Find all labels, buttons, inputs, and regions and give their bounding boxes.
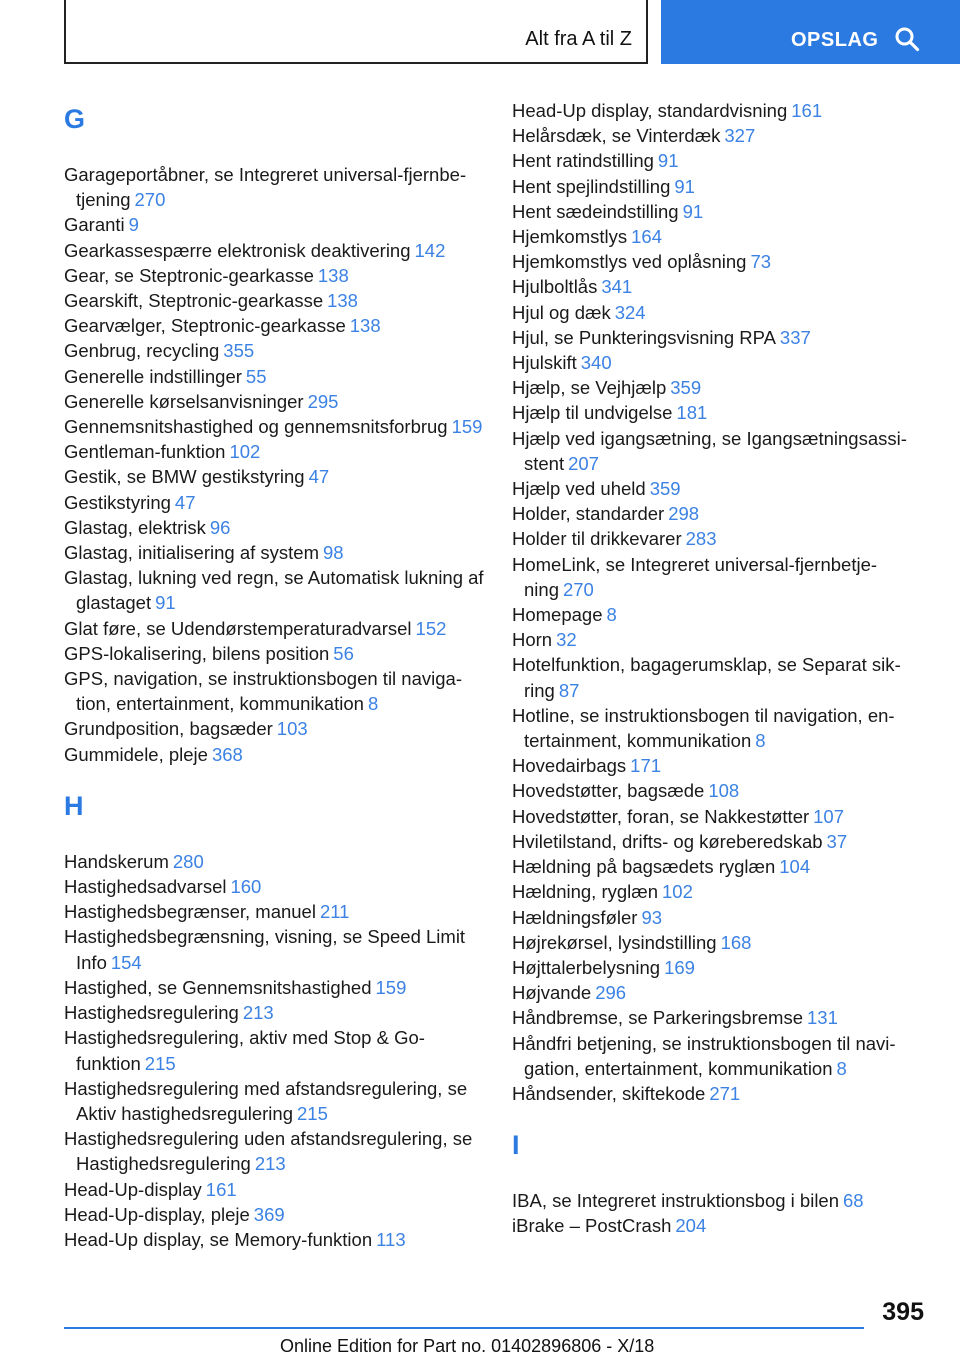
index-entry-page-link[interactable]: 138 xyxy=(317,264,349,286)
index-entry xyxy=(512,602,932,627)
index-entry-page-link[interactable]: 91 xyxy=(657,150,679,172)
index-entry-text: Hent ratindstilling xyxy=(512,150,654,172)
index-entry-page-link[interactable]: 91 xyxy=(682,200,704,222)
index-entry-text: Hældning, ryglæn xyxy=(512,881,659,903)
index-entry-text: GPS-lokalisering, bilens position xyxy=(64,642,330,664)
index-entry-text: Head-Up display, standardvisning xyxy=(512,100,788,121)
index-entry xyxy=(64,490,484,515)
index-entry xyxy=(512,174,932,199)
index-entry-page-link[interactable]: 283 xyxy=(685,528,717,550)
index-entry-text: Head-Up-display, pleje xyxy=(64,1203,250,1225)
index-entry xyxy=(64,1177,484,1202)
index-entry xyxy=(64,666,484,716)
index-entry-text: Generelle indstillinger xyxy=(64,365,242,387)
index-entry xyxy=(64,716,484,741)
index-entry-page-link[interactable]: 215 xyxy=(297,1102,328,1124)
section-letter-i: I xyxy=(512,1130,520,1161)
index-entry xyxy=(64,849,484,874)
index-entry xyxy=(512,930,932,955)
index-entry-page-link[interactable]: 211 xyxy=(319,901,350,923)
index-entry xyxy=(512,325,932,350)
index-entry-text: Handskerum xyxy=(64,850,169,872)
index-entry xyxy=(512,526,932,551)
tab-opslag-label: OPSLAG xyxy=(791,29,879,51)
index-entry-text: Glastag, initialisering af system xyxy=(64,542,319,564)
index-entry-page-link[interactable]: 104 xyxy=(779,856,811,878)
index-entry-page-link[interactable]: 138 xyxy=(349,315,381,337)
index-list-g xyxy=(64,162,484,767)
index-entry xyxy=(64,899,484,924)
index-entry xyxy=(512,199,932,224)
index-entry-page-link[interactable]: 296 xyxy=(595,982,627,1004)
index-entry-text: Glastag, elektrisk xyxy=(64,516,206,538)
index-entry-text: Hovedstøtter, bagsæde xyxy=(512,780,705,802)
index-entry-page-link[interactable]: 327 xyxy=(724,125,756,147)
index-entry xyxy=(64,439,484,464)
index-entry-text: Hjulskift xyxy=(512,352,577,374)
index-entry-text: Hjulboltlås xyxy=(512,276,598,298)
index-entry-text: Hjemkomstlys ved oplåsning xyxy=(512,251,747,273)
index-list-i xyxy=(512,1188,932,1238)
index-entry-page-link[interactable]: 368 xyxy=(211,743,243,765)
index-list-h-right xyxy=(512,98,932,1106)
index-entry-page-link[interactable]: 56 xyxy=(333,642,354,664)
index-entry-page-link[interactable]: 152 xyxy=(415,617,447,639)
index-entry-page-link[interactable]: 161 xyxy=(791,100,823,121)
index-entry xyxy=(512,804,932,829)
index-entry-page-link[interactable]: 142 xyxy=(414,239,446,261)
index-entry-page-link[interactable]: 207 xyxy=(568,452,599,474)
index-entry xyxy=(512,652,932,702)
index-entry-page-link[interactable]: 204 xyxy=(675,1215,707,1237)
index-entry-page-link[interactable]: 93 xyxy=(641,906,663,928)
index-entry-page-link[interactable]: 298 xyxy=(668,503,700,525)
index-entry xyxy=(64,364,484,389)
section-letter-g: G xyxy=(64,104,86,134)
index-entry xyxy=(64,975,484,1000)
index-entry-text: Glastag, lukning ved regn, se Automatisk lukning af glastaget xyxy=(64,567,484,614)
index-entry-text: Gennemsnitshastighed og gennemsnitsforbrug xyxy=(64,416,448,438)
index-entry xyxy=(64,924,484,974)
index-entry-page-link[interactable]: 113 xyxy=(376,1228,406,1250)
index-entry xyxy=(512,1213,932,1238)
index-entry-page-link[interactable]: 107 xyxy=(813,805,845,827)
top-navigation-bar xyxy=(0,0,960,66)
index-entry-page-link[interactable]: 32 xyxy=(556,629,577,651)
index-entry-text: Hotelfunktion, bagagerumsklap, se Separat sikring xyxy=(512,654,901,701)
index-entry-text: Helårsdæk, se Vinterdæk xyxy=(512,125,721,147)
index-entry xyxy=(512,1081,932,1106)
index-entry xyxy=(64,616,484,641)
index-entry-text: Hastighedsregulering xyxy=(64,1002,239,1024)
index-entry-text: Håndbremse, se Parkeringsbremse xyxy=(512,1007,803,1029)
index-entry-page-link[interactable]: 213 xyxy=(242,1002,274,1024)
index-entry xyxy=(512,148,932,173)
index-entry-text: Hastighedsadvarsel xyxy=(64,876,227,898)
section-letter-h: H xyxy=(64,790,84,821)
index-entry-page-link[interactable]: 295 xyxy=(307,390,339,412)
index-entry-text: Hastighedsbegrænser, manuel xyxy=(64,901,316,923)
index-entry-text: Højvande xyxy=(512,982,592,1004)
index-entry-page-link[interactable]: 8 xyxy=(755,730,766,752)
index-entry-text: Head-Up-display xyxy=(64,1178,202,1200)
index-entry-text: Homepage xyxy=(512,604,603,626)
footer-divider xyxy=(64,1327,864,1329)
index-entry xyxy=(512,1031,932,1081)
index-entry-page-link[interactable]: 160 xyxy=(230,876,262,898)
index-entry xyxy=(64,162,484,212)
index-entry xyxy=(512,375,932,400)
index-entry-page-link[interactable]: 280 xyxy=(172,850,204,872)
index-entry xyxy=(512,552,932,602)
index-entry xyxy=(512,627,932,652)
index-entry xyxy=(512,98,932,123)
index-entry-page-link[interactable]: 369 xyxy=(253,1203,285,1225)
index-entry-page-link[interactable]: 355 xyxy=(223,340,255,362)
index-entry xyxy=(512,778,932,803)
index-entry-page-link[interactable]: 68 xyxy=(843,1190,864,1212)
index-entry-text: Hjul og dæk xyxy=(512,301,611,323)
index-entry-text: Hotline, se instruktionsbogen til navigation, entertainment, kommunikation xyxy=(512,704,895,752)
index-entry-page-link[interactable]: 359 xyxy=(670,377,702,399)
index-entry-text: Hjælp ved igangsætning, se Igangsætningsassistent xyxy=(512,427,907,474)
index-entry xyxy=(64,414,484,439)
index-entry-text: Håndfri betjening, se instruktionsbogen til navigation, entertainment, kommunikation xyxy=(512,1032,896,1079)
index-entry-text: HomeLink, se Integreret universal-fjernbetjening xyxy=(512,553,878,600)
index-entry-text: Højrekørsel, lysindstilling xyxy=(512,931,717,953)
index-entry xyxy=(512,274,932,299)
index-entry-page-link[interactable]: 73 xyxy=(750,251,772,273)
index-entry-text: Hovedstøtter, foran, se Nakkestøtter xyxy=(512,805,810,827)
index-entry-page-link[interactable]: 168 xyxy=(720,931,752,953)
index-entry xyxy=(512,476,932,501)
index-entry xyxy=(512,300,932,325)
index-entry-page-link[interactable]: 159 xyxy=(451,416,483,438)
index-entry xyxy=(64,641,484,666)
index-entry xyxy=(512,854,932,879)
index-entry-text: Højttalerbelysning xyxy=(512,956,661,978)
index-entry xyxy=(512,955,932,980)
index-column-left xyxy=(64,98,484,1252)
page-number: 395 xyxy=(882,1298,924,1326)
index-entry-page-link[interactable]: 324 xyxy=(614,301,646,323)
index-entry-text: Hjælp til undvigelse xyxy=(512,402,673,424)
index-entry-text: Grundposition, bagsæder xyxy=(64,718,273,740)
index-entry-page-link[interactable]: 340 xyxy=(580,352,612,374)
index-entry-text: Hjælp, se Vejhjælp xyxy=(512,377,667,399)
index-entry-text: Hastighedsbegrænsning, visning, se Speed Limit Info xyxy=(64,926,466,973)
index-entry-page-link[interactable]: 169 xyxy=(664,956,695,978)
index-entry xyxy=(512,703,932,753)
index-entry-page-link[interactable]: 270 xyxy=(562,578,594,600)
index-entry xyxy=(512,350,932,375)
index-entry-text: Håndsender, skiftekode xyxy=(512,1082,706,1104)
index-entry xyxy=(64,1025,484,1075)
index-entry-page-link[interactable]: 213 xyxy=(254,1153,286,1175)
index-entry-text: Gearskift, Steptronic-gearkasse xyxy=(64,290,324,312)
index-entry xyxy=(64,389,484,414)
index-entry-text: Gestik, se BMW gestikstyring xyxy=(64,466,305,488)
index-entry-page-link[interactable]: 96 xyxy=(209,516,231,538)
index-entry-text: Gestikstyring xyxy=(64,491,171,513)
index-column-right xyxy=(512,98,932,1239)
index-entry-text: Hældningsføler xyxy=(512,906,638,928)
index-entry-page-link[interactable]: 47 xyxy=(174,491,196,513)
index-entry-page-link[interactable]: 47 xyxy=(308,466,330,488)
index-entry xyxy=(64,1202,484,1227)
index-entry-text: Gearvælger, Steptronic-gearkasse xyxy=(64,315,346,337)
index-entry-page-link[interactable]: 131 xyxy=(807,1007,838,1029)
index-entry xyxy=(512,224,932,249)
index-entry-page-link[interactable]: 102 xyxy=(662,881,693,903)
index-entry xyxy=(64,1000,484,1025)
index-entry xyxy=(64,540,484,565)
index-entry-text: Gear, se Steptronic-gearkasse xyxy=(64,264,314,286)
index-entry xyxy=(64,338,484,363)
index-entry-text: Glat føre, se Udendørstemperaturadvarsel xyxy=(64,617,412,639)
index-entry-page-link[interactable]: 9 xyxy=(128,214,139,236)
index-entry-page-link[interactable]: 87 xyxy=(558,679,580,701)
index-entry-page-link[interactable]: 159 xyxy=(375,976,407,998)
index-entry-page-link[interactable]: 108 xyxy=(708,780,740,802)
index-entry-text: IBA, se Integreret instruktionsbog i bilen xyxy=(512,1190,840,1212)
tab-alt-fra-a-til-z-label: Alt fra A til Z xyxy=(525,28,632,50)
index-entry-text: Gentleman-funktion xyxy=(64,441,226,463)
index-entry xyxy=(512,829,932,854)
index-entry-page-link[interactable]: 91 xyxy=(155,592,176,614)
index-entry xyxy=(64,742,484,767)
index-entry-text: Hældning på bagsædets ryglæn xyxy=(512,856,776,878)
index-entry-text: Gearkassespærre elektronisk deaktivering xyxy=(64,239,411,261)
index-entry xyxy=(512,879,932,904)
index-entry-page-link[interactable]: 102 xyxy=(229,441,261,463)
index-entry-page-link[interactable]: 103 xyxy=(276,718,308,740)
index-entry-text: iBrake – PostCrash xyxy=(512,1215,672,1237)
index-entry xyxy=(64,464,484,489)
index-entry-text: Hastighedsregulering, aktiv med Stop & Go-funktion xyxy=(64,1027,425,1074)
index-entry xyxy=(512,1005,932,1030)
index-entry xyxy=(64,1076,484,1126)
index-entry xyxy=(512,123,932,148)
index-entry-text: Hjul, se Punkteringsvisning RPA xyxy=(512,326,776,348)
index-entry-page-link[interactable]: 138 xyxy=(327,290,358,312)
index-entry-page-link[interactable]: 8 xyxy=(836,1057,847,1079)
index-entry-text: Head-Up display, se Memory-funktion xyxy=(64,1228,373,1250)
index-entry xyxy=(512,980,932,1005)
index-entry-page-link[interactable]: 154 xyxy=(110,951,142,973)
search-icon xyxy=(894,26,920,52)
index-entry-text: Hent sædeindstilling xyxy=(512,200,679,222)
index-list-h-left xyxy=(64,849,484,1252)
index-entry-page-link[interactable]: 98 xyxy=(323,542,344,564)
index-entry xyxy=(64,565,484,615)
index-entry-text: Hent spejlindstilling xyxy=(512,175,671,197)
index-entry-page-link[interactable]: 164 xyxy=(631,226,662,248)
index-entry xyxy=(64,238,484,263)
tab-opslag[interactable] xyxy=(661,0,960,64)
index-entry xyxy=(64,263,484,288)
footer-edition-text: Online Edition for Part no. 01402896806 - X/18 xyxy=(280,1336,655,1356)
index-entry-text: Hastighedsregulering med afstandsregulering, se Aktiv hastighedsregulering xyxy=(64,1077,468,1124)
index-entry-page-link[interactable]: 271 xyxy=(709,1082,741,1104)
index-entry-text: Hjælp ved uheld xyxy=(512,478,646,500)
index-entry-page-link[interactable]: 161 xyxy=(205,1178,237,1200)
index-entry xyxy=(64,1227,484,1252)
index-entry-text: Garanti xyxy=(64,214,125,236)
index-entry-page-link[interactable]: 359 xyxy=(649,478,681,500)
index-entry xyxy=(64,212,484,237)
index-entry-page-link[interactable]: 181 xyxy=(676,402,708,424)
index-entry-text: Garageportåbner, se Integreret universal-fjernbetjening xyxy=(64,164,467,211)
index-entry xyxy=(512,400,932,425)
index-entry-text: GPS, navigation, se instruktionsbogen til navigation, entertainment, kommunikation xyxy=(64,668,462,715)
index-entry xyxy=(512,905,932,930)
index-entry-page-link[interactable]: 270 xyxy=(134,189,166,211)
index-entry-text: Genbrug, recycling xyxy=(64,340,220,362)
index-entry-page-link[interactable]: 55 xyxy=(245,365,267,387)
tab-alt-fra-a-til-z[interactable] xyxy=(64,0,648,64)
index-entry-page-link[interactable]: 8 xyxy=(606,604,617,626)
index-entry-text: Holder til drikkevarer xyxy=(512,528,682,550)
index-entry-text: Horn xyxy=(512,629,553,651)
index-entry-page-link[interactable]: 8 xyxy=(367,693,379,715)
index-entry xyxy=(64,874,484,899)
index-entry xyxy=(512,426,932,476)
index-entry-page-link[interactable]: 337 xyxy=(779,326,811,348)
index-entry xyxy=(64,515,484,540)
index-entry xyxy=(64,1126,484,1176)
index-entry-text: Gummidele, pleje xyxy=(64,743,208,765)
index-entry xyxy=(512,501,932,526)
index-entry-text: Hastighed, se Gennemsnitshastighed xyxy=(64,976,372,998)
index-entry-page-link[interactable]: 91 xyxy=(674,175,695,197)
index-entry-page-link[interactable]: 37 xyxy=(826,830,848,852)
index-entry-page-link[interactable]: 215 xyxy=(144,1052,176,1074)
index-entry xyxy=(512,753,932,778)
index-entry-text: Hastighedsregulering uden afstandsregulering, se Hastighedsregulering xyxy=(64,1128,473,1175)
index-entry-page-link[interactable]: 341 xyxy=(601,276,633,298)
index-entry-text: Hjemkomstlys xyxy=(512,226,628,248)
index-entry-text: Hviletilstand, drifts- og køreberedskab xyxy=(512,830,823,852)
index-entry-text: Hovedairbags xyxy=(512,755,627,777)
index-entry xyxy=(64,313,484,338)
index-entry-text: Generelle kørselsanvisninger xyxy=(64,390,304,412)
index-entry-text: Holder, standarder xyxy=(512,503,665,525)
index-entry xyxy=(64,288,484,313)
index-entry-page-link[interactable]: 171 xyxy=(630,755,662,777)
index-entry xyxy=(512,1188,932,1213)
index-entry xyxy=(512,249,932,274)
